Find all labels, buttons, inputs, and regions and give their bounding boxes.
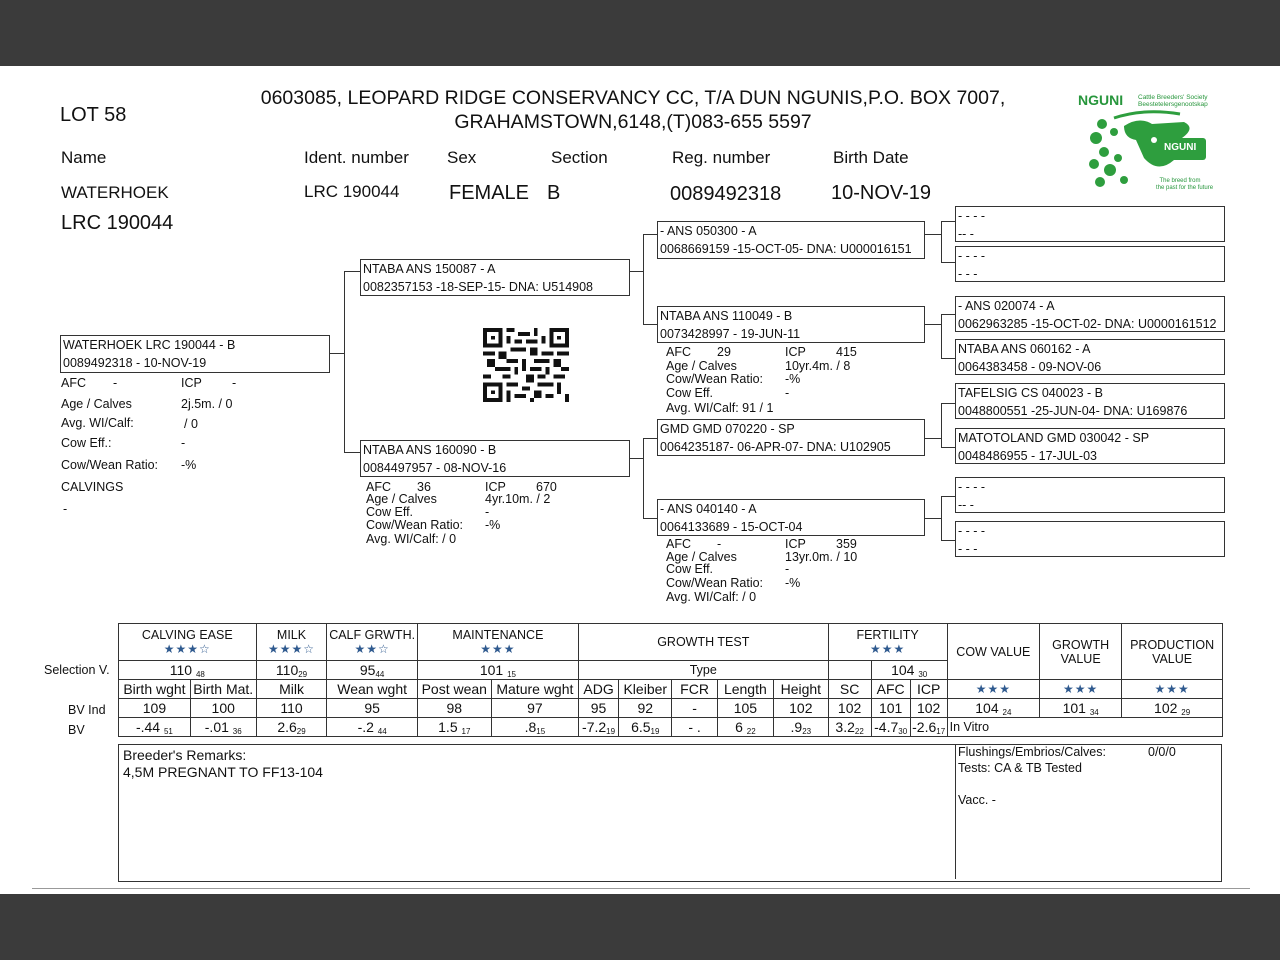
milk-label: MILK xyxy=(276,628,307,642)
subject-wean: -% xyxy=(181,458,197,472)
cow-value-acc: 24 xyxy=(1002,707,1012,717)
viewer-top-bar xyxy=(0,0,1280,66)
connector-line xyxy=(941,221,955,222)
ss-line-1: - ANS 050300 - A xyxy=(660,224,757,238)
selection-maint-value: 101 xyxy=(479,661,504,678)
ggp-7-line-1: - - - - xyxy=(958,480,986,494)
logo-slogan-2: the past for the future xyxy=(1156,185,1214,191)
calf-growth-stars-icon: ★★☆ xyxy=(354,642,390,656)
connector-line xyxy=(643,324,657,325)
bv-acc: 19 xyxy=(606,726,616,736)
bv-value: 3.2 xyxy=(835,718,855,735)
selection-milk-value: 110 xyxy=(275,661,299,678)
col-header: Length xyxy=(717,680,773,699)
bv-cell xyxy=(672,718,717,737)
bv-cell xyxy=(119,718,191,737)
ggp-box-6 xyxy=(955,428,1225,464)
connector-line xyxy=(925,438,941,439)
connector-line xyxy=(643,234,644,324)
cow-value-stars-icon: ★★★ xyxy=(947,680,1039,699)
connector-line xyxy=(941,403,955,404)
growth-value: 101 xyxy=(1062,699,1086,716)
reg-label: Reg. number xyxy=(672,148,771,167)
calving-ease-header xyxy=(119,624,257,661)
connector-line xyxy=(629,271,643,272)
bv-value: -.2 xyxy=(357,718,374,735)
bv-acc: 29 xyxy=(296,726,306,736)
ggp-1-line-2: -- - xyxy=(958,227,974,241)
col-header: Mature wght xyxy=(491,680,578,699)
ss-line-2: 0068669159 -15-OCT-05- DNA: U000016151 xyxy=(660,242,912,256)
dd-icp-label: ICP xyxy=(785,537,806,551)
bvind-cell: - xyxy=(672,699,717,718)
ggp-1-line-1: - - - - xyxy=(958,209,986,223)
vacc-text: Vacc. - xyxy=(958,793,996,807)
ggp-8-line-1: - - - - xyxy=(958,524,986,538)
footer-rule xyxy=(32,888,1250,889)
bvind-cell: 102 xyxy=(774,699,828,718)
cow-value: 104 xyxy=(975,699,999,716)
dam-afc: 36 xyxy=(417,480,431,494)
sd-coweff: - xyxy=(785,386,790,400)
selection-calf-acc: 44 xyxy=(375,669,385,679)
bv-acc: 15 xyxy=(536,726,546,736)
sd-line-2: 0073428997 - 19-JUN-11 xyxy=(660,327,801,341)
bv-cell xyxy=(190,718,256,737)
selection-fert-blank xyxy=(828,661,871,680)
selection-fert-acc: 30 xyxy=(918,669,928,679)
dd-afc-label: AFC xyxy=(666,537,691,551)
milk-header xyxy=(256,624,327,661)
col-header: ADG xyxy=(579,680,619,699)
connector-line xyxy=(330,353,344,354)
maintenance-label: MAINTENANCE xyxy=(452,628,544,642)
col-header: Post wean xyxy=(417,680,491,699)
sires-sire-box xyxy=(657,221,925,259)
subject-age: 2j.5m. / 0 xyxy=(181,397,233,411)
animal-name: WATERHOEK xyxy=(61,183,169,202)
tests-text: Tests: CA & TB Tested xyxy=(958,761,1082,775)
connector-line xyxy=(941,314,942,358)
bvind-cell: 92 xyxy=(619,699,672,718)
ds-line-1: GMD GMD 070220 - SP xyxy=(660,422,795,436)
col-header: AFC xyxy=(871,680,910,699)
dd-line-2: 0064133689 - 15-OCT-04 xyxy=(660,520,803,534)
ggp-5-line-2: 0048800551 -25-JUN-04- DNA: U169876 xyxy=(958,404,1188,418)
animal-ident: LRC 190044 xyxy=(304,182,400,201)
selection-milk xyxy=(256,661,327,680)
animal-sex: FEMALE xyxy=(449,182,530,204)
production-value-acc: 29 xyxy=(1181,707,1191,717)
connector-line xyxy=(941,221,942,263)
growth-value-stars-icon: ★★★ xyxy=(1040,680,1122,699)
connector-line xyxy=(643,438,657,439)
dd-afc: - xyxy=(717,537,722,551)
bv-cell xyxy=(774,718,828,737)
bv-cell xyxy=(327,718,417,737)
remarks-text: 4,5M PREGNANT TO FF13-104 xyxy=(123,764,323,780)
fertility-header xyxy=(828,624,947,661)
fertility-label: FERTILITY xyxy=(856,628,919,642)
dam-wean: -% xyxy=(485,518,501,532)
sire-box xyxy=(360,259,630,296)
connector-line xyxy=(941,262,955,263)
milk-stars-icon: ★★★☆ xyxy=(268,642,316,656)
row-label-bvind: BV Ind xyxy=(68,703,106,717)
subject-animal-box xyxy=(60,335,330,373)
animal-section: B xyxy=(547,182,561,204)
subject-afc: - xyxy=(113,376,118,390)
bv-cell xyxy=(871,718,910,737)
subject-line-1: WATERHOEK LRC 190044 - B xyxy=(63,338,236,352)
growth-value-acc: 34 xyxy=(1089,707,1099,717)
animal-reg: 0089492318 xyxy=(670,183,782,205)
bv-acc: 30 xyxy=(898,726,908,736)
bvind-cell: 110 xyxy=(256,699,327,718)
cow-value-header: COW VALUE xyxy=(947,624,1039,680)
col-header: FCR xyxy=(672,680,717,699)
maintenance-header xyxy=(417,624,578,661)
subject-coweff: - xyxy=(181,436,186,450)
bvind-cell: 102 xyxy=(828,699,871,718)
connector-line xyxy=(643,438,644,518)
connector-line xyxy=(941,447,955,448)
ggp-5-line-1: TAFELSIG CS 040023 - B xyxy=(958,386,1103,400)
birth-label: Birth Date xyxy=(833,148,909,167)
ident-label: Ident. number xyxy=(304,148,409,167)
bv-row xyxy=(119,718,1223,737)
selection-fert-value: 104 xyxy=(891,661,915,678)
type-label: Type xyxy=(579,661,829,680)
subject-wi-label: Avg. WI/Calf: xyxy=(61,416,134,430)
subject-line-2: 0089492318 - 10-NOV-19 xyxy=(63,356,207,370)
flushings-label: Flushings/Embrios/Calves: xyxy=(958,745,1106,759)
sex-label: Sex xyxy=(447,148,477,167)
ggp-4-line-2: 0064383458 - 09-NOV-06 xyxy=(958,360,1102,374)
sire-line-2: 0082357153 -18-SEP-15- DNA: U514908 xyxy=(363,280,594,294)
connector-line xyxy=(941,358,955,359)
dam-line-2: 0084497957 - 08-NOV-16 xyxy=(363,461,507,475)
dam-age: 4yr.10m. / 2 xyxy=(485,492,551,506)
col-header: Milk xyxy=(256,680,327,699)
connector-line xyxy=(941,403,942,447)
subject-age-label: Age / Calves xyxy=(61,397,132,411)
connector-line xyxy=(925,518,941,519)
connector-line xyxy=(629,458,643,459)
remarks-label: Breeder's Remarks: xyxy=(123,747,247,763)
bv-index-row xyxy=(119,699,1223,718)
ggp-box-4 xyxy=(955,339,1225,375)
connector-line xyxy=(941,314,955,315)
breeder-line-2: GRAHAMSTOWN,6148,(T)083-655 5597 xyxy=(454,111,812,133)
bv-acc: 51 xyxy=(163,726,173,736)
col-header: ICP xyxy=(910,680,947,699)
ds-line-2: 0064235187- 06-APR-07- DNA: U102905 xyxy=(660,440,891,454)
remarks-divider xyxy=(955,745,956,879)
dd-icp: 359 xyxy=(836,537,857,551)
bv-cell xyxy=(619,718,672,737)
ggp-4-line-1: NTABA ANS 060162 - A xyxy=(958,342,1091,356)
flushings-value: 0/0/0 xyxy=(1148,745,1176,759)
col-header: Kleiber xyxy=(619,680,672,699)
growth-test-header: GROWTH TEST xyxy=(579,624,829,661)
logo-tagline-1: Cattle Breeders' Society xyxy=(1138,94,1208,101)
bv-value: 6.5 xyxy=(631,718,651,735)
bv-cell xyxy=(579,718,619,737)
calving-ease-stars-icon: ★★★☆ xyxy=(163,642,211,656)
dd-line-1: - ANS 040140 - A xyxy=(660,502,757,516)
ggp-3-line-1: - ANS 020074 - A xyxy=(958,299,1055,313)
dd-coweff-label: Cow Eff. xyxy=(666,562,714,576)
bvind-cell: 95 xyxy=(579,699,619,718)
bv-cell xyxy=(256,718,327,737)
bv-value: 2.6 xyxy=(277,718,297,735)
production-value: 102 xyxy=(1154,699,1178,716)
row-label-bv: BV xyxy=(68,723,85,737)
dd-wean: -% xyxy=(785,576,801,590)
fertility-stars-icon: ★★★ xyxy=(869,642,906,656)
subject-icp: - xyxy=(232,376,237,390)
bvind-cell: 101 xyxy=(871,699,910,718)
selection-calving-acc: 48 xyxy=(195,669,205,679)
section-label: Section xyxy=(551,148,608,167)
production-value-cell xyxy=(1122,699,1223,718)
calving-ease-label: CALVING EASE xyxy=(141,628,233,642)
ggp-7-line-2: -- - xyxy=(958,498,974,512)
sd-afc: 29 xyxy=(717,345,731,359)
sd-age-label: Age / Calves xyxy=(666,359,737,373)
bv-value: -4.7 xyxy=(874,718,899,735)
bvind-cell: 95 xyxy=(327,699,417,718)
dd-age: 13yr.0m. / 10 xyxy=(785,550,858,564)
subject-wi: / 0 xyxy=(184,417,198,431)
production-value-stars-icon: ★★★ xyxy=(1122,680,1223,699)
subject-wean-label: Cow/Wean Ratio: xyxy=(61,458,159,472)
bv-acc: 22 xyxy=(746,726,756,736)
bv-value: - . xyxy=(688,718,701,735)
ggp-box-8 xyxy=(955,521,1225,557)
sires-dam-box xyxy=(657,306,925,343)
ggp-box-1 xyxy=(955,206,1225,242)
bvind-cell: 102 xyxy=(910,699,947,718)
breeder-address xyxy=(200,86,1066,134)
bv-value: -.44 xyxy=(135,718,161,735)
bv-cell xyxy=(717,718,773,737)
breeder-line-1: 0603085, LEOPARD RIDGE CONSERVANCY CC, T/A DUN NGUNIS,P.O. BOX 7007, xyxy=(260,87,1006,109)
connector-line xyxy=(344,452,360,453)
selection-calf xyxy=(327,661,417,680)
bv-acc: 19 xyxy=(650,726,660,736)
col-header: SC xyxy=(828,680,871,699)
selection-calving-value: 110 xyxy=(169,661,193,678)
dam-afc-label: AFC xyxy=(366,480,391,494)
production-value-label-1: PRODUCTION xyxy=(1130,637,1215,652)
bvind-cell: 109 xyxy=(119,699,191,718)
col-header: Birth Mat. xyxy=(190,680,256,699)
viewer-bottom-bar xyxy=(0,894,1280,960)
subject-afc-label: AFC xyxy=(61,376,86,390)
nguni-logo xyxy=(1078,92,1212,198)
growth-value-label-1: GROWTH xyxy=(1052,637,1110,652)
bv-value: .8 xyxy=(524,718,537,735)
column-header-row xyxy=(119,680,1223,699)
sd-coweff-label: Cow Eff. xyxy=(666,386,714,400)
document-page xyxy=(0,66,1280,894)
bv-value: .9 xyxy=(790,718,803,735)
col-header: Birth wght xyxy=(119,680,191,699)
selection-maint-acc: 15 xyxy=(507,669,516,679)
group-header-row xyxy=(119,624,1223,661)
logo-slogan xyxy=(1156,178,1214,192)
bv-acc: 23 xyxy=(802,726,812,736)
bv-cell xyxy=(910,718,947,737)
dam-box xyxy=(360,440,630,477)
dam-icp: 670 xyxy=(536,480,557,494)
qr-code-icon xyxy=(482,328,570,402)
growth-value-label-2: VALUE xyxy=(1060,651,1101,666)
bv-cell xyxy=(828,718,871,737)
ggp-3-line-2: 0062963285 -15-OCT-02- DNA: U0000161512 xyxy=(958,317,1217,331)
production-value-header xyxy=(1122,624,1223,680)
growth-value-cell xyxy=(1040,699,1122,718)
connector-line xyxy=(643,518,657,519)
bvind-cell: 98 xyxy=(417,699,491,718)
connector-line xyxy=(344,271,360,272)
sd-wi: Avg. WI/Calf: 91 / 1 xyxy=(666,401,774,415)
subject-calvings-label: CALVINGS xyxy=(61,480,124,494)
bv-acc: 22 xyxy=(854,726,864,736)
logo-name: NGUNI xyxy=(1078,92,1124,108)
subject-coweff-label: Cow Eff.: xyxy=(61,436,112,450)
logo-slogan-1: The breed from xyxy=(1159,178,1201,184)
bv-acc: 17 xyxy=(461,726,471,736)
bv-value: -2.6 xyxy=(912,718,937,735)
row-label-selection: Selection V. xyxy=(44,663,110,677)
sd-afc-label: AFC xyxy=(666,345,691,359)
animal-birth: 10-NOV-19 xyxy=(831,182,932,204)
dam-icp-label: ICP xyxy=(485,480,506,494)
dam-coweff-label: Cow Eff. xyxy=(366,505,414,519)
ggp-2-line-1: - - - - xyxy=(958,249,986,263)
dam-wi: Avg. WI/Calf: / 0 xyxy=(366,532,457,546)
bvind-cell: 97 xyxy=(491,699,578,718)
lot-number: LOT 58 xyxy=(60,104,127,126)
dams-dam-box xyxy=(657,499,925,536)
dam-line-1: NTABA ANS 160090 - B xyxy=(363,443,497,457)
genetic-values-table xyxy=(118,623,1223,737)
bv-cell xyxy=(491,718,578,737)
dam-wean-label: Cow/Wean Ratio: xyxy=(366,518,464,532)
sd-age: 10yr.4m. / 8 xyxy=(785,359,851,373)
bvind-cell: 105 xyxy=(717,699,773,718)
bvind-cell: 100 xyxy=(190,699,256,718)
sd-icp: 415 xyxy=(836,345,857,359)
selection-calving xyxy=(119,661,257,680)
dam-age-label: Age / Calves xyxy=(366,492,437,506)
bv-value: 1.5 xyxy=(438,718,458,735)
col-header: Height xyxy=(774,680,828,699)
ggp-2-line-2: - - - xyxy=(958,267,978,281)
logo-badge: NGUNI xyxy=(1164,142,1197,153)
sd-icp-label: ICP xyxy=(785,345,806,359)
connector-line xyxy=(941,540,955,541)
connector-line xyxy=(344,271,345,453)
selection-fert xyxy=(871,661,947,680)
ggp-box-7 xyxy=(955,477,1225,513)
growth-value-header xyxy=(1040,624,1122,680)
dd-wean-label: Cow/Wean Ratio: xyxy=(666,576,764,590)
subject-calvings: - xyxy=(63,502,68,516)
dam-coweff: - xyxy=(485,505,490,519)
connector-line xyxy=(925,234,941,235)
calf-growth-label: CALF GRWTH. xyxy=(329,628,416,642)
subject-icp-label: ICP xyxy=(181,376,202,390)
in-vitro-cell: In Vitro xyxy=(947,718,1222,737)
col-header: Wean wght xyxy=(327,680,417,699)
selection-calf-value: 95 xyxy=(359,661,376,678)
sd-wean: -% xyxy=(785,372,801,386)
connector-line xyxy=(643,234,657,235)
dd-wi: Avg. WI/Calf: / 0 xyxy=(666,590,757,604)
selection-maint xyxy=(417,661,578,680)
cow-value-cell xyxy=(947,699,1039,718)
bv-cell xyxy=(417,718,491,737)
selection-milk-acc: 29 xyxy=(298,669,308,679)
bv-value: -.01 xyxy=(204,718,229,735)
dd-age-label: Age / Calves xyxy=(666,550,737,564)
animal-ident-large: LRC 190044 xyxy=(61,212,174,234)
logo-tagline xyxy=(1138,94,1208,108)
ggp-6-line-2: 0048486955 - 17-JUL-03 xyxy=(958,449,1097,463)
ggp-box-2 xyxy=(955,246,1225,282)
name-label: Name xyxy=(61,148,107,167)
ggp-box-3 xyxy=(955,296,1225,332)
production-value-label-2: VALUE xyxy=(1152,651,1193,666)
bv-acc: 44 xyxy=(377,726,387,736)
sd-wean-label: Cow/Wean Ratio: xyxy=(666,372,764,386)
logo-tagline-2: Beestetelersgenootskap xyxy=(1138,101,1208,108)
sire-line-1: NTABA ANS 150087 - A xyxy=(363,262,496,276)
dams-sire-box xyxy=(657,419,925,456)
connector-line xyxy=(941,496,955,497)
bv-value: 6 xyxy=(735,718,743,735)
connector-line xyxy=(941,496,942,540)
ggp-box-5 xyxy=(955,383,1225,419)
connector-line xyxy=(925,324,941,325)
bv-acc: 17 xyxy=(936,726,946,736)
maintenance-stars-icon: ★★★ xyxy=(480,642,516,656)
ggp-8-line-2: - - - xyxy=(958,542,978,556)
sd-line-1: NTABA ANS 110049 - B xyxy=(660,309,793,323)
calf-growth-header xyxy=(327,624,417,661)
bv-acc: 36 xyxy=(232,726,242,736)
ggp-6-line-1: MATOTOLAND GMD 030042 - SP xyxy=(958,431,1150,445)
bv-value: -7.2 xyxy=(582,718,607,735)
remarks-box xyxy=(118,744,1222,882)
dd-coweff: - xyxy=(785,562,790,576)
